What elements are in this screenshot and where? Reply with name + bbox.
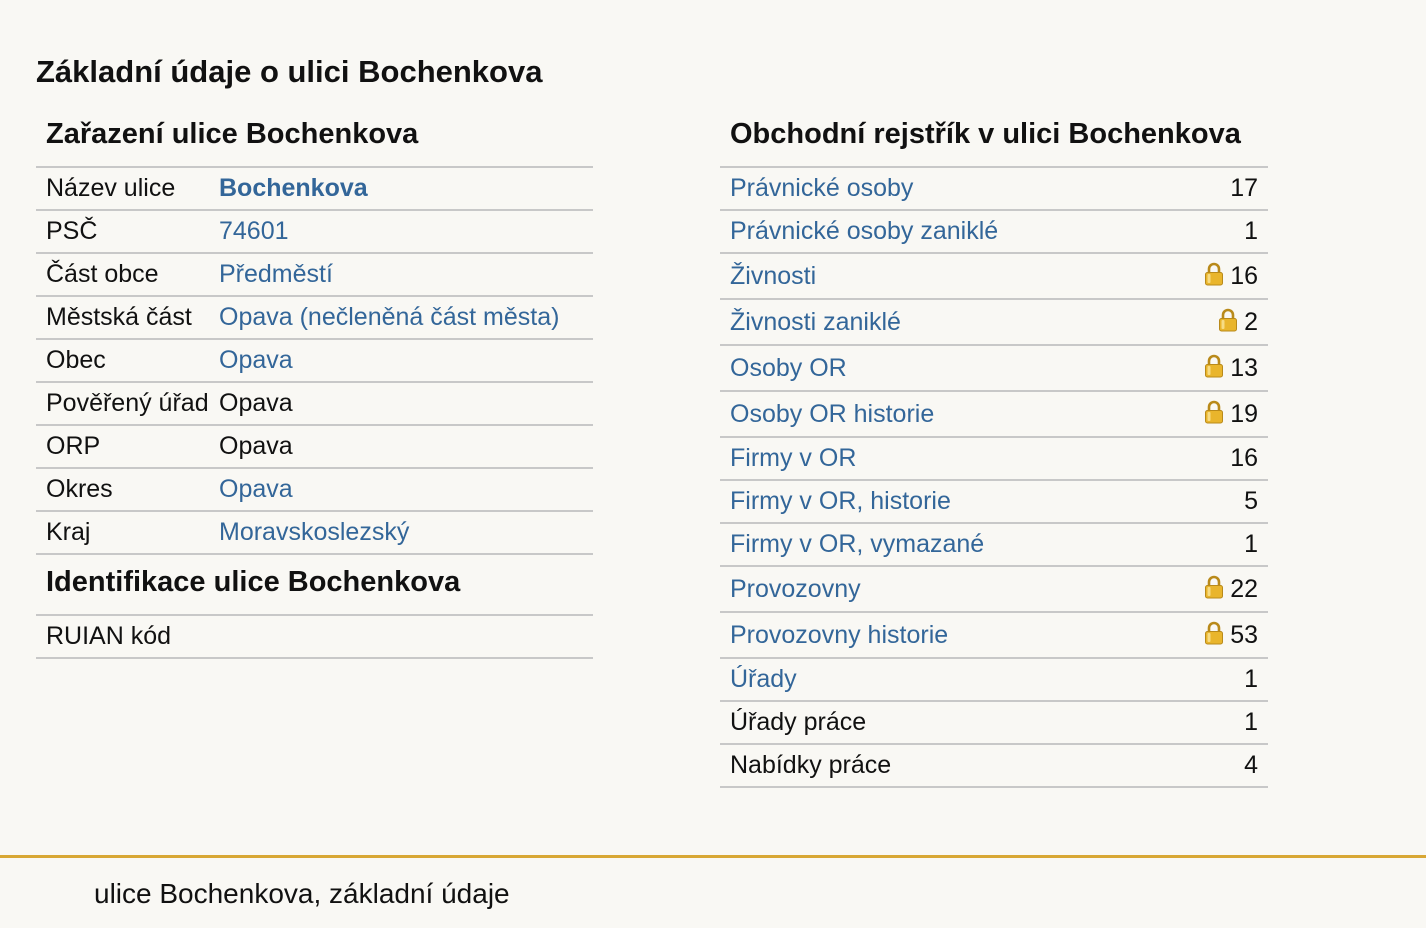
zarazeni-label: Obec bbox=[36, 339, 219, 382]
rejstrik-count-cell bbox=[1156, 523, 1268, 566]
zarazeni-value-cell bbox=[219, 425, 593, 468]
zarazeni-row bbox=[36, 339, 593, 382]
rejstrik-count: 22 bbox=[1230, 574, 1258, 603]
rejstrik-count-cell bbox=[1156, 345, 1268, 391]
rejstrik-count: 5 bbox=[1244, 487, 1258, 515]
footer-rule bbox=[0, 855, 1426, 858]
footer-text: ulice Bochenkova, základní údaje bbox=[94, 878, 510, 909]
zarazeni-value-link[interactable]: Předměstí bbox=[219, 260, 333, 288]
zarazeni-value-link[interactable]: Opava bbox=[219, 475, 293, 503]
rejstrik-link[interactable]: Živnosti zaniklé bbox=[730, 307, 901, 336]
rejstrik-label-cell bbox=[720, 210, 1156, 253]
page-title: Základní údaje o ulici Bochenkova bbox=[36, 54, 543, 89]
rejstrik-label-cell bbox=[720, 437, 1156, 480]
rejstrik-count-cell bbox=[1156, 437, 1268, 480]
rejstrik-count-cell bbox=[1156, 480, 1268, 523]
rejstrik-row bbox=[720, 523, 1268, 566]
rejstrik-row bbox=[720, 391, 1268, 437]
rejstrik-count: 19 bbox=[1230, 399, 1258, 428]
rejstrik-row bbox=[720, 744, 1268, 787]
rejstrik-link[interactable]: Osoby OR bbox=[730, 353, 847, 382]
zarazeni-value-cell bbox=[219, 210, 593, 253]
rejstrik-label-cell bbox=[720, 345, 1156, 391]
rejstrik-link[interactable]: Firmy v OR bbox=[730, 444, 857, 472]
zarazeni-label: Pověřený úřad bbox=[36, 382, 219, 425]
zarazeni-row bbox=[36, 210, 593, 253]
rejstrik-count: 13 bbox=[1230, 353, 1258, 382]
zarazeni-value-cell bbox=[219, 339, 593, 382]
padlock-icon bbox=[1204, 262, 1224, 286]
rejstrik-row bbox=[720, 345, 1268, 391]
rejstrik-table bbox=[720, 168, 1268, 788]
rejstrik-row bbox=[720, 480, 1268, 523]
rejstrik-row bbox=[720, 168, 1268, 210]
rejstrik-row bbox=[720, 299, 1268, 345]
zarazeni-value-cell bbox=[219, 296, 593, 339]
rejstrik-label-cell bbox=[720, 701, 1156, 744]
rejstrik-count: 16 bbox=[1230, 444, 1258, 472]
zarazeni-label: ORP bbox=[36, 425, 219, 468]
rejstrik-panel bbox=[720, 112, 1268, 788]
zarazeni-label: Městská část bbox=[36, 296, 219, 339]
zarazeni-value-cell bbox=[219, 468, 593, 511]
identifikace-value bbox=[219, 616, 593, 658]
zarazeni-value-cell bbox=[219, 168, 593, 210]
rejstrik-count: 4 bbox=[1244, 751, 1258, 779]
zarazeni-table bbox=[36, 168, 593, 555]
padlock-icon bbox=[1204, 400, 1224, 424]
rejstrik-count-cell bbox=[1156, 612, 1268, 658]
rejstrik-label-cell bbox=[720, 168, 1156, 210]
rejstrik-count-cell bbox=[1156, 210, 1268, 253]
rejstrik-label-cell bbox=[720, 612, 1156, 658]
identifikace-row bbox=[36, 616, 593, 658]
zarazeni-value-link[interactable]: Bochenkova bbox=[219, 174, 368, 202]
rejstrik-count-cell bbox=[1156, 658, 1268, 701]
padlock-icon bbox=[1204, 621, 1224, 645]
rejstrik-link[interactable]: Právnické osoby bbox=[730, 174, 914, 202]
rejstrik-label: Úřady práce bbox=[730, 708, 867, 736]
rejstrik-count-cell bbox=[1156, 744, 1268, 787]
zarazeni-row bbox=[36, 511, 593, 554]
rejstrik-count-cell bbox=[1156, 168, 1268, 210]
zarazeni-row bbox=[36, 168, 593, 210]
zarazeni-panel bbox=[36, 112, 593, 659]
zarazeni-value-link[interactable]: 74601 bbox=[219, 217, 289, 245]
rejstrik-link[interactable]: Úřady bbox=[730, 665, 797, 693]
zarazeni-label: PSČ bbox=[36, 210, 219, 253]
zarazeni-row bbox=[36, 425, 593, 468]
rejstrik-label-cell bbox=[720, 523, 1156, 566]
zarazeni-label: Okres bbox=[36, 468, 219, 511]
zarazeni-value-link[interactable]: Opava (nečleněná část města) bbox=[219, 303, 560, 331]
rejstrik-label-cell bbox=[720, 299, 1156, 345]
rejstrik-label: Nabídky práce bbox=[730, 751, 892, 779]
rejstrik-label-cell bbox=[720, 566, 1156, 612]
rejstrik-count: 1 bbox=[1244, 217, 1258, 245]
rejstrik-heading: Obchodní rejstřík v ulici Bochenkova bbox=[720, 112, 1268, 168]
rejstrik-count: 53 bbox=[1230, 620, 1258, 649]
zarazeni-label: Část obce bbox=[36, 253, 219, 296]
rejstrik-link[interactable]: Provozovny historie bbox=[730, 620, 949, 649]
rejstrik-count: 2 bbox=[1244, 307, 1258, 336]
identifikace-label: RUIAN kód bbox=[36, 616, 219, 658]
rejstrik-count-cell bbox=[1156, 299, 1268, 345]
rejstrik-label-cell bbox=[720, 744, 1156, 787]
zarazeni-value-cell bbox=[219, 382, 593, 425]
zarazeni-value-link[interactable]: Opava bbox=[219, 346, 293, 374]
rejstrik-row bbox=[720, 612, 1268, 658]
rejstrik-row bbox=[720, 253, 1268, 299]
rejstrik-count: 1 bbox=[1244, 708, 1258, 736]
rejstrik-row bbox=[720, 566, 1268, 612]
rejstrik-link[interactable]: Firmy v OR, vymazané bbox=[730, 530, 985, 558]
padlock-icon bbox=[1218, 308, 1238, 332]
zarazeni-label: Název ulice bbox=[36, 168, 219, 210]
zarazeni-row bbox=[36, 382, 593, 425]
zarazeni-row bbox=[36, 253, 593, 296]
rejstrik-row bbox=[720, 701, 1268, 744]
zarazeni-value-cell bbox=[219, 511, 593, 554]
rejstrik-row bbox=[720, 210, 1268, 253]
rejstrik-count: 16 bbox=[1230, 261, 1258, 290]
padlock-icon bbox=[1204, 354, 1224, 378]
zarazeni-row bbox=[36, 468, 593, 511]
rejstrik-row bbox=[720, 437, 1268, 480]
rejstrik-count-cell bbox=[1156, 391, 1268, 437]
zarazeni-row bbox=[36, 296, 593, 339]
rejstrik-count: 17 bbox=[1230, 174, 1258, 202]
zarazeni-value: Opava bbox=[219, 389, 293, 417]
rejstrik-link[interactable]: Osoby OR historie bbox=[730, 399, 935, 428]
rejstrik-row bbox=[720, 658, 1268, 701]
rejstrik-label-cell bbox=[720, 253, 1156, 299]
zarazeni-label: Kraj bbox=[36, 511, 219, 554]
rejstrik-label-cell bbox=[720, 480, 1156, 523]
rejstrik-label-cell bbox=[720, 658, 1156, 701]
identifikace-heading: Identifikace ulice Bochenkova bbox=[36, 555, 593, 616]
rejstrik-count: 1 bbox=[1244, 530, 1258, 558]
zarazeni-value-link[interactable]: Moravskoslezský bbox=[219, 518, 410, 546]
rejstrik-count-cell bbox=[1156, 566, 1268, 612]
rejstrik-link[interactable]: Právnické osoby zaniklé bbox=[730, 217, 999, 245]
rejstrik-count: 1 bbox=[1244, 665, 1258, 693]
zarazeni-value-cell bbox=[219, 253, 593, 296]
rejstrik-count-cell bbox=[1156, 701, 1268, 744]
zarazeni-heading: Zařazení ulice Bochenkova bbox=[36, 112, 593, 168]
identifikace-table bbox=[36, 616, 593, 659]
rejstrik-count-cell bbox=[1156, 253, 1268, 299]
padlock-icon bbox=[1204, 575, 1224, 599]
rejstrik-link[interactable]: Provozovny bbox=[730, 574, 861, 603]
rejstrik-label-cell bbox=[720, 391, 1156, 437]
zarazeni-value: Opava bbox=[219, 432, 293, 460]
rejstrik-link[interactable]: Firmy v OR, historie bbox=[730, 487, 951, 515]
rejstrik-link[interactable]: Živnosti bbox=[730, 261, 817, 290]
